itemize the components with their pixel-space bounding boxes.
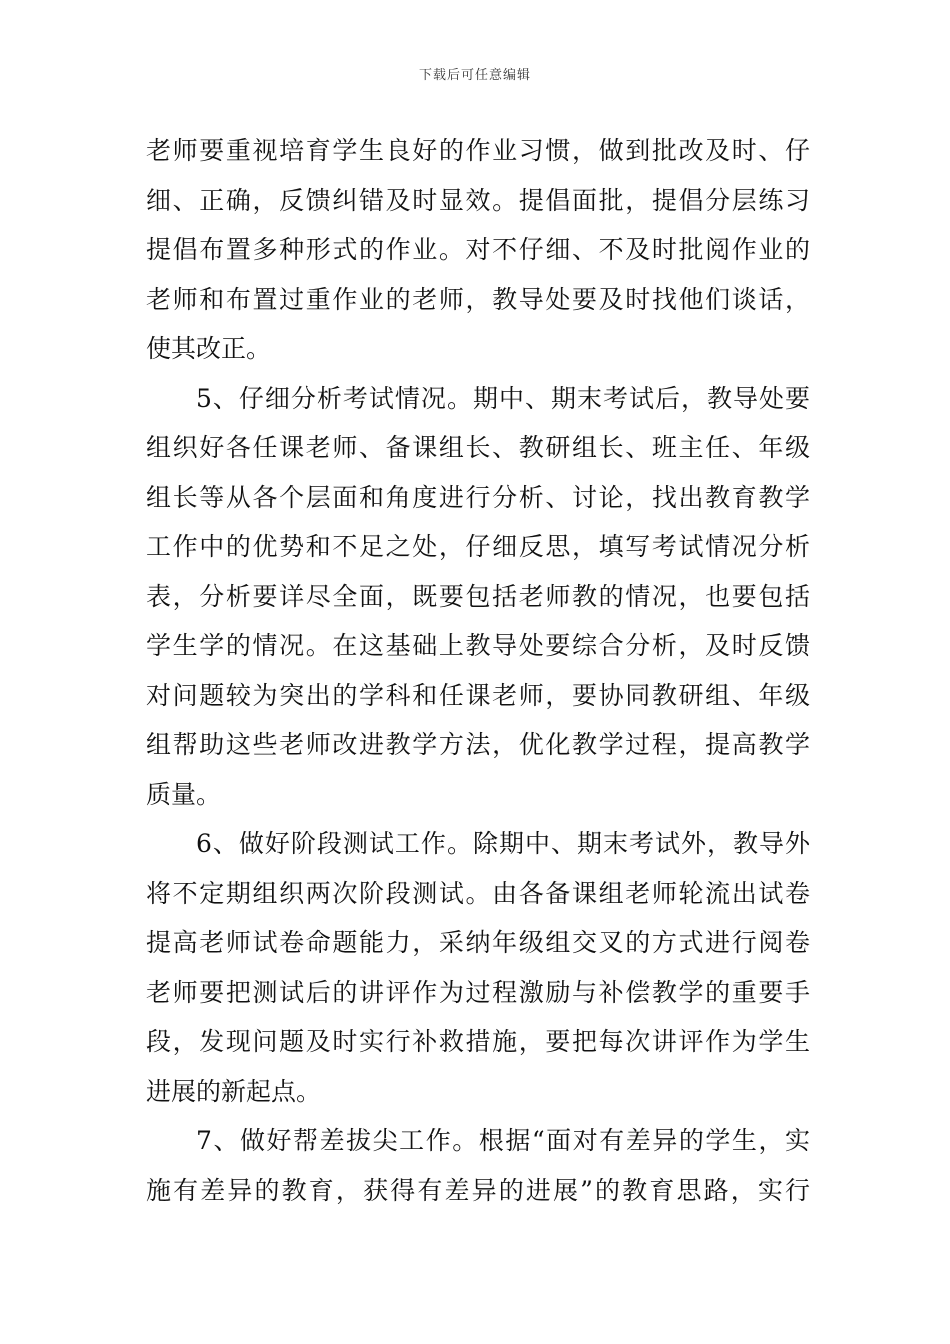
text-line: 工作中的优势和不足之处，仔细反思，填写考试情况分析 [146,532,810,561]
paragraph-2 [146,374,810,820]
document-body [146,126,810,1215]
text-line: 使其改正。 [146,334,272,363]
text-line: 5、仔细分析考试情况。期中、期末考试后，教导处要 [196,383,810,413]
text-line: 将不定期组织两次阶段测试。由各备课组老师轮流出试卷 [146,878,810,908]
text-line: 提高老师试卷命题能力，采纳年级组交叉的方式进行阅卷 [146,928,810,957]
text-line: 质量。 [146,779,222,809]
text-line: 老师要把测试后的讲评作为过程激励与补偿教学的重要手 [146,977,810,1007]
text-line: 组长等从各个层面和角度进行分析、讨论，找出教育教学 [146,482,810,512]
page-header: 下载后可任意编辑 [418,68,531,83]
text-line: 细、正确，反馈纠错及时显效。提倡面批，提倡分层练习 [146,185,810,215]
text-line: 进展的新起点。 [146,1076,322,1106]
text-line: 6、做好阶段测试工作。除期中、期末考试外，教导外 [196,829,810,858]
paragraph-3 [146,819,810,1116]
text-line: 段，发现问题及时实行补救措施，要把每次讲评作为学生 [146,1027,810,1056]
text-line: 老师和布置过重作业的老师，教导处要及时找他们谈话， [146,284,810,314]
text-line: 组帮助这些老师改进教学方法，优化教学过程，提高教学 [146,730,810,759]
text-line: 表，分析要详尽全面，既要包括老师教的情况，也要包括 [146,581,810,611]
text-line: 7、做好帮差拔尖工作。根据“面对有差异的学生，实 [196,1126,810,1155]
text-line: 对问题较为突出的学科和任课老师，要协同教研组、年级 [146,680,810,710]
text-line: 学生学的情况。在这基础上教导处要综合分析，及时反馈 [146,631,810,660]
text-line: 施有差异的教育，获得有差异的进展”的教育思路，实行 [146,1175,810,1205]
paragraph-4 [146,1116,810,1215]
paragraph-1 [146,126,810,374]
text-line: 老师要重视培育学生良好的作业习惯，做到批改及时、仔 [146,136,810,165]
text-line: 提倡布置多种形式的作业。对不仔细、不及时批阅作业的 [146,235,810,264]
text-line: 组织好各任课老师、备课组长、教研组长、班主任、年级 [146,433,810,462]
